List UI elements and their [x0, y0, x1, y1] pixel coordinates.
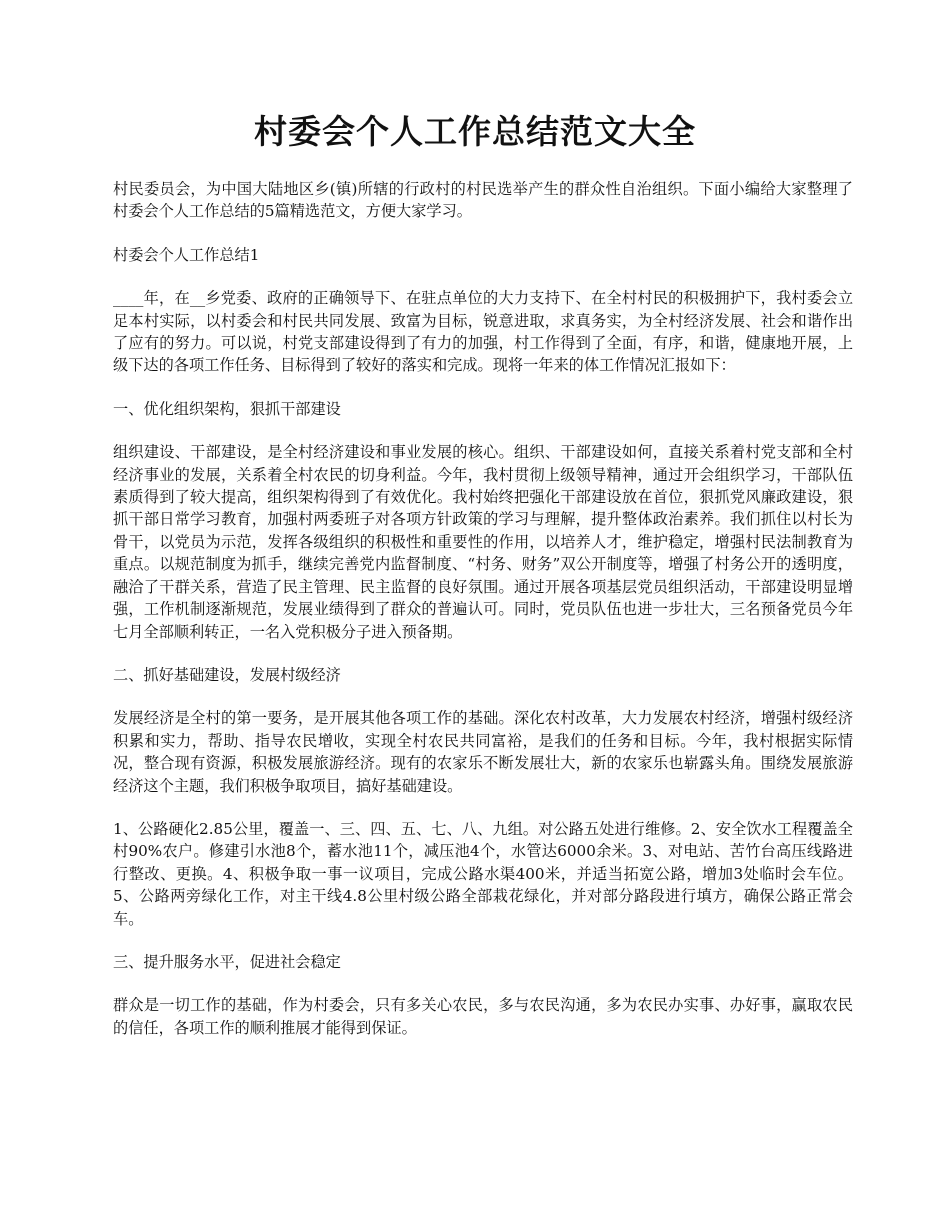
intro-paragraph: 村民委员会，为中国大陆地区乡(镇)所辖的行政村的村民选举产生的群众性自治组织。下面小编给大家整理了村委会个人工作总结的5篇精选范文，方便大家学习。: [113, 180, 853, 221]
section-heading-infrastructure: 二、抓好基础建设，发展村级经济: [113, 665, 341, 684]
document-title: 村委会个人工作总结范文大全: [254, 112, 696, 151]
section-heading-organization: 一、优化组织架构，狠抓干部建设: [113, 399, 341, 418]
economy-paragraph: 发展经济是全村的第一要务，是开展其他各项工作的基础。深化农村改革，大力发展农村经济，增强村级经济积累和实力，帮助、指导农民增收，实现全村农民共同富裕，是我们的任务和目标。今年，我村根据实际情况，整合现有资源，积极发展旅游经济。现有的农家乐不断发展壮大，新的农家乐也崭露头角。围绕发展旅游经济这个主题，我们积极争取项目，搞好基础建设。: [113, 709, 853, 795]
infrastructure-list-paragraph: 1、公路硬化2.85公里，覆盖一、三、四、五、七、八、九组。对公路五处进行维修。2、安全饮水工程覆盖全村90%农户。修建引水池8个，蓄水池11个，减压池4个，水管达6000余米。3、对电站、苦竹台高压线路进行整改、更换。4、积极争取一事一议项目，完成公路水渠400米，并适当拓宽公路，增加3处临时会车位。5、公路两旁绿化工作，对主干线4.8公里村级公路全部栽花绿化，并对部分路段进行填方，确保公路正常会车。: [113, 819, 853, 928]
section-heading-summary-1: 村委会个人工作总结1: [113, 245, 260, 264]
document-page: [113, 0, 853, 1039]
service-paragraph: 群众是一切工作的基础，作为村委会，只有多关心农民，多与农民沟通，多为农民办实事、办好事，赢取农民的信任，各项工作的顺利推展才能得到保证。: [113, 996, 853, 1037]
organization-paragraph: 组织建设、干部建设，是全村经济建设和事业发展的核心。组织、干部建设如何，直接关系着村党支部和全村经济事业的发展，关系着全村农民的切身利益。今年，我村贯彻上级领导精神，通过开会组织学习，干部队伍素质得到了较大提高，组织架构得到了有效优化。我村始终把强化干部建设放在首位，狠抓党风廉政建设，狠抓干部日常学习教育，加强村两委班子对各项方针政策的学习与理解，提升整体政治素养。我们抓住以村长为骨干，以党员为示范，发挥各级组织的积极性和重要性的作用，以培养人才，维护稳定，增强村民法制教育为重点。以规范制度为抓手，继续完善党内监督制度、“村务、财务”双公开制度等，增强了村务公开的透明度，融洽了干群关系，营造了民主管理、民主监督的良好氛围。通过开展各项基层党员组织活动，干部建设明显增强，工作机制逐渐规范，发展业绩得到了群众的普遍认可。同时，党员队伍也进一步壮大，三名预备党员今年七月全部顺利转正，一名入党积极分子进入预备期。: [113, 443, 853, 641]
section-heading-service: 三、提升服务水平，促进社会稳定: [113, 952, 341, 971]
summary-opening-paragraph: ____年，在__乡党委、政府的正确领导下、在驻点单位的大力支持下、在全村村民的积极拥护下，我村委会立足本村实际，以村委会和村民共同发展、致富为目标，锐意进取，求真务实，为全村经济发展、社会和谐作出了应有的努力。可以说，村党支部建设得到了有力的加强，村工作得到了全面，有序，和谐，健康地开展，上级下达的各项工作任务、目标得到了较好的落实和完成。现将一年来的体工作情况汇报如下：: [113, 289, 853, 375]
